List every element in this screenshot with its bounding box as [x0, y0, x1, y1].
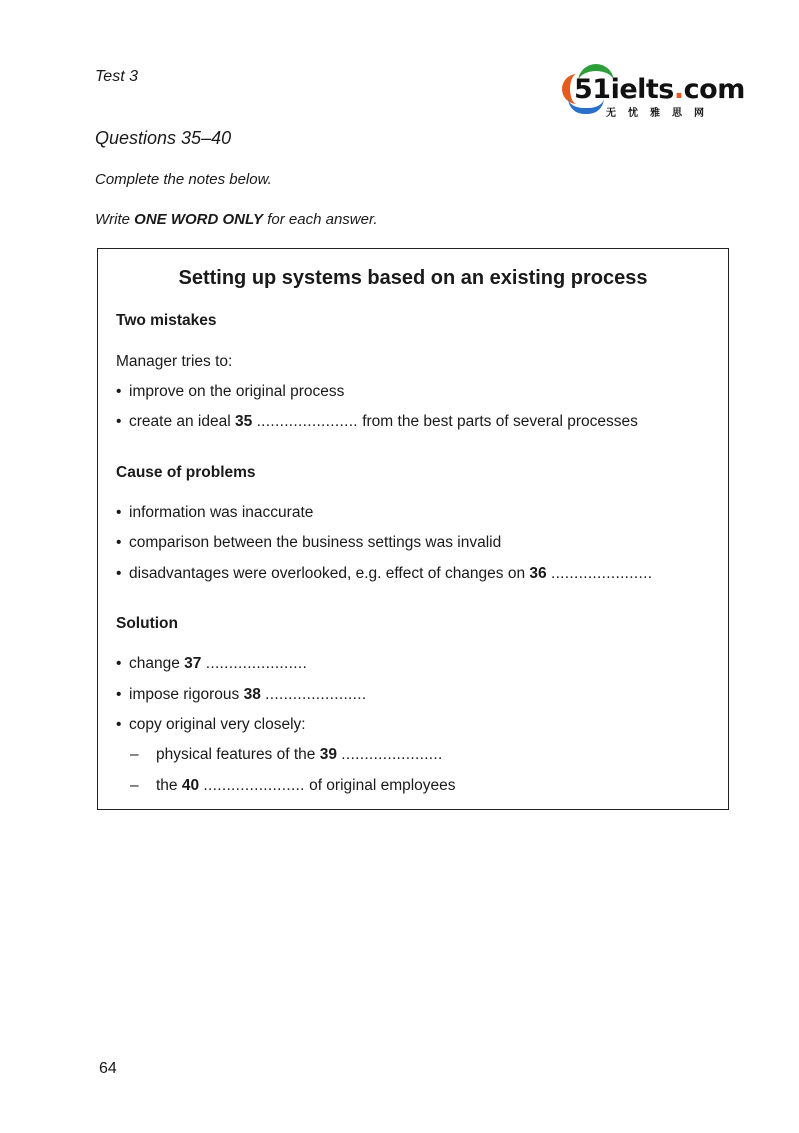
page-number: 64: [99, 1060, 117, 1077]
notes-title: Setting up systems based on an existing process: [178, 267, 648, 289]
bullet-icon: •: [116, 565, 122, 582]
instruction-word-limit-pre: Write: [95, 211, 135, 228]
site-logo: [560, 64, 745, 120]
list-item-text: disadvantages were overlooked, e.g. effect of changes on: [129, 565, 530, 582]
dash-icon: –: [130, 746, 139, 763]
logo-text: [574, 74, 745, 105]
list-item-text: from the best parts of several processes: [357, 413, 638, 430]
question-number: 37: [184, 655, 202, 672]
bullet-icon: •: [116, 383, 122, 400]
list-item-text: improve on the original process: [129, 383, 345, 400]
bullet-icon: •: [116, 655, 122, 672]
list-item-question-36: [116, 565, 652, 583]
answer-blank-38[interactable]: ......................: [265, 686, 367, 703]
list-item-question-37: [116, 655, 307, 673]
notes-box: [97, 248, 729, 810]
section-intro: Manager tries to:: [116, 353, 233, 370]
list-item-text: create an ideal: [129, 413, 235, 430]
list-item-text: impose rigorous: [129, 686, 244, 703]
answer-blank-37[interactable]: ......................: [205, 655, 308, 672]
instruction-complete-notes: Complete the notes below.: [95, 171, 272, 188]
bullet-icon: •: [116, 413, 122, 430]
question-number: 40: [181, 777, 200, 794]
question-number: 39: [319, 746, 337, 763]
list-item-question-35: [116, 413, 638, 431]
sub-item-question-39: [130, 746, 443, 764]
list-item-text: of original employees: [304, 777, 456, 794]
list-item: [116, 716, 306, 734]
bullet-icon: •: [116, 504, 122, 521]
answer-blank-39[interactable]: ......................: [341, 746, 443, 763]
logo-text-tld: com: [683, 74, 745, 105]
bullet-icon: •: [116, 716, 122, 733]
logo-text-dot: .: [673, 74, 684, 105]
logo-subtitle: 无忧雅思网: [606, 108, 716, 119]
list-item: [116, 534, 501, 552]
list-item-text: change: [129, 655, 185, 672]
sub-item-question-40: [130, 777, 456, 795]
list-item: [116, 504, 313, 522]
question-number: 35: [235, 413, 253, 430]
questions-range-heading: Questions 35–40: [95, 128, 232, 148]
section-heading-solution: Solution: [116, 615, 178, 632]
logo-text-main: 51ielts: [574, 74, 674, 105]
list-item-text: the: [156, 777, 182, 794]
list-item-text: comparison between the business settings was invalid: [129, 534, 502, 551]
instruction-word-limit: [95, 211, 378, 228]
list-item-text: copy original very closely:: [129, 716, 306, 733]
answer-blank-40[interactable]: ......................: [203, 777, 305, 794]
list-item-text: physical features of the: [156, 746, 320, 763]
answer-blank-36[interactable]: ......................: [550, 565, 653, 582]
question-number: 38: [243, 686, 261, 703]
list-item-text: information was inaccurate: [129, 504, 314, 521]
section-heading-two-mistakes: Two mistakes: [116, 312, 217, 329]
instruction-word-limit-post: for each answer.: [263, 211, 378, 228]
bullet-icon: •: [116, 686, 122, 703]
section-heading-cause-of-problems: Cause of problems: [116, 464, 256, 481]
instruction-word-limit-bold: ONE WORD ONLY: [134, 211, 264, 228]
dash-icon: –: [130, 777, 139, 794]
test-label: Test 3: [95, 68, 138, 85]
list-item: [116, 383, 344, 401]
answer-blank-35[interactable]: ......................: [256, 413, 358, 430]
list-item-question-38: [116, 686, 366, 704]
question-number: 36: [529, 565, 547, 582]
bullet-icon: •: [116, 534, 122, 551]
